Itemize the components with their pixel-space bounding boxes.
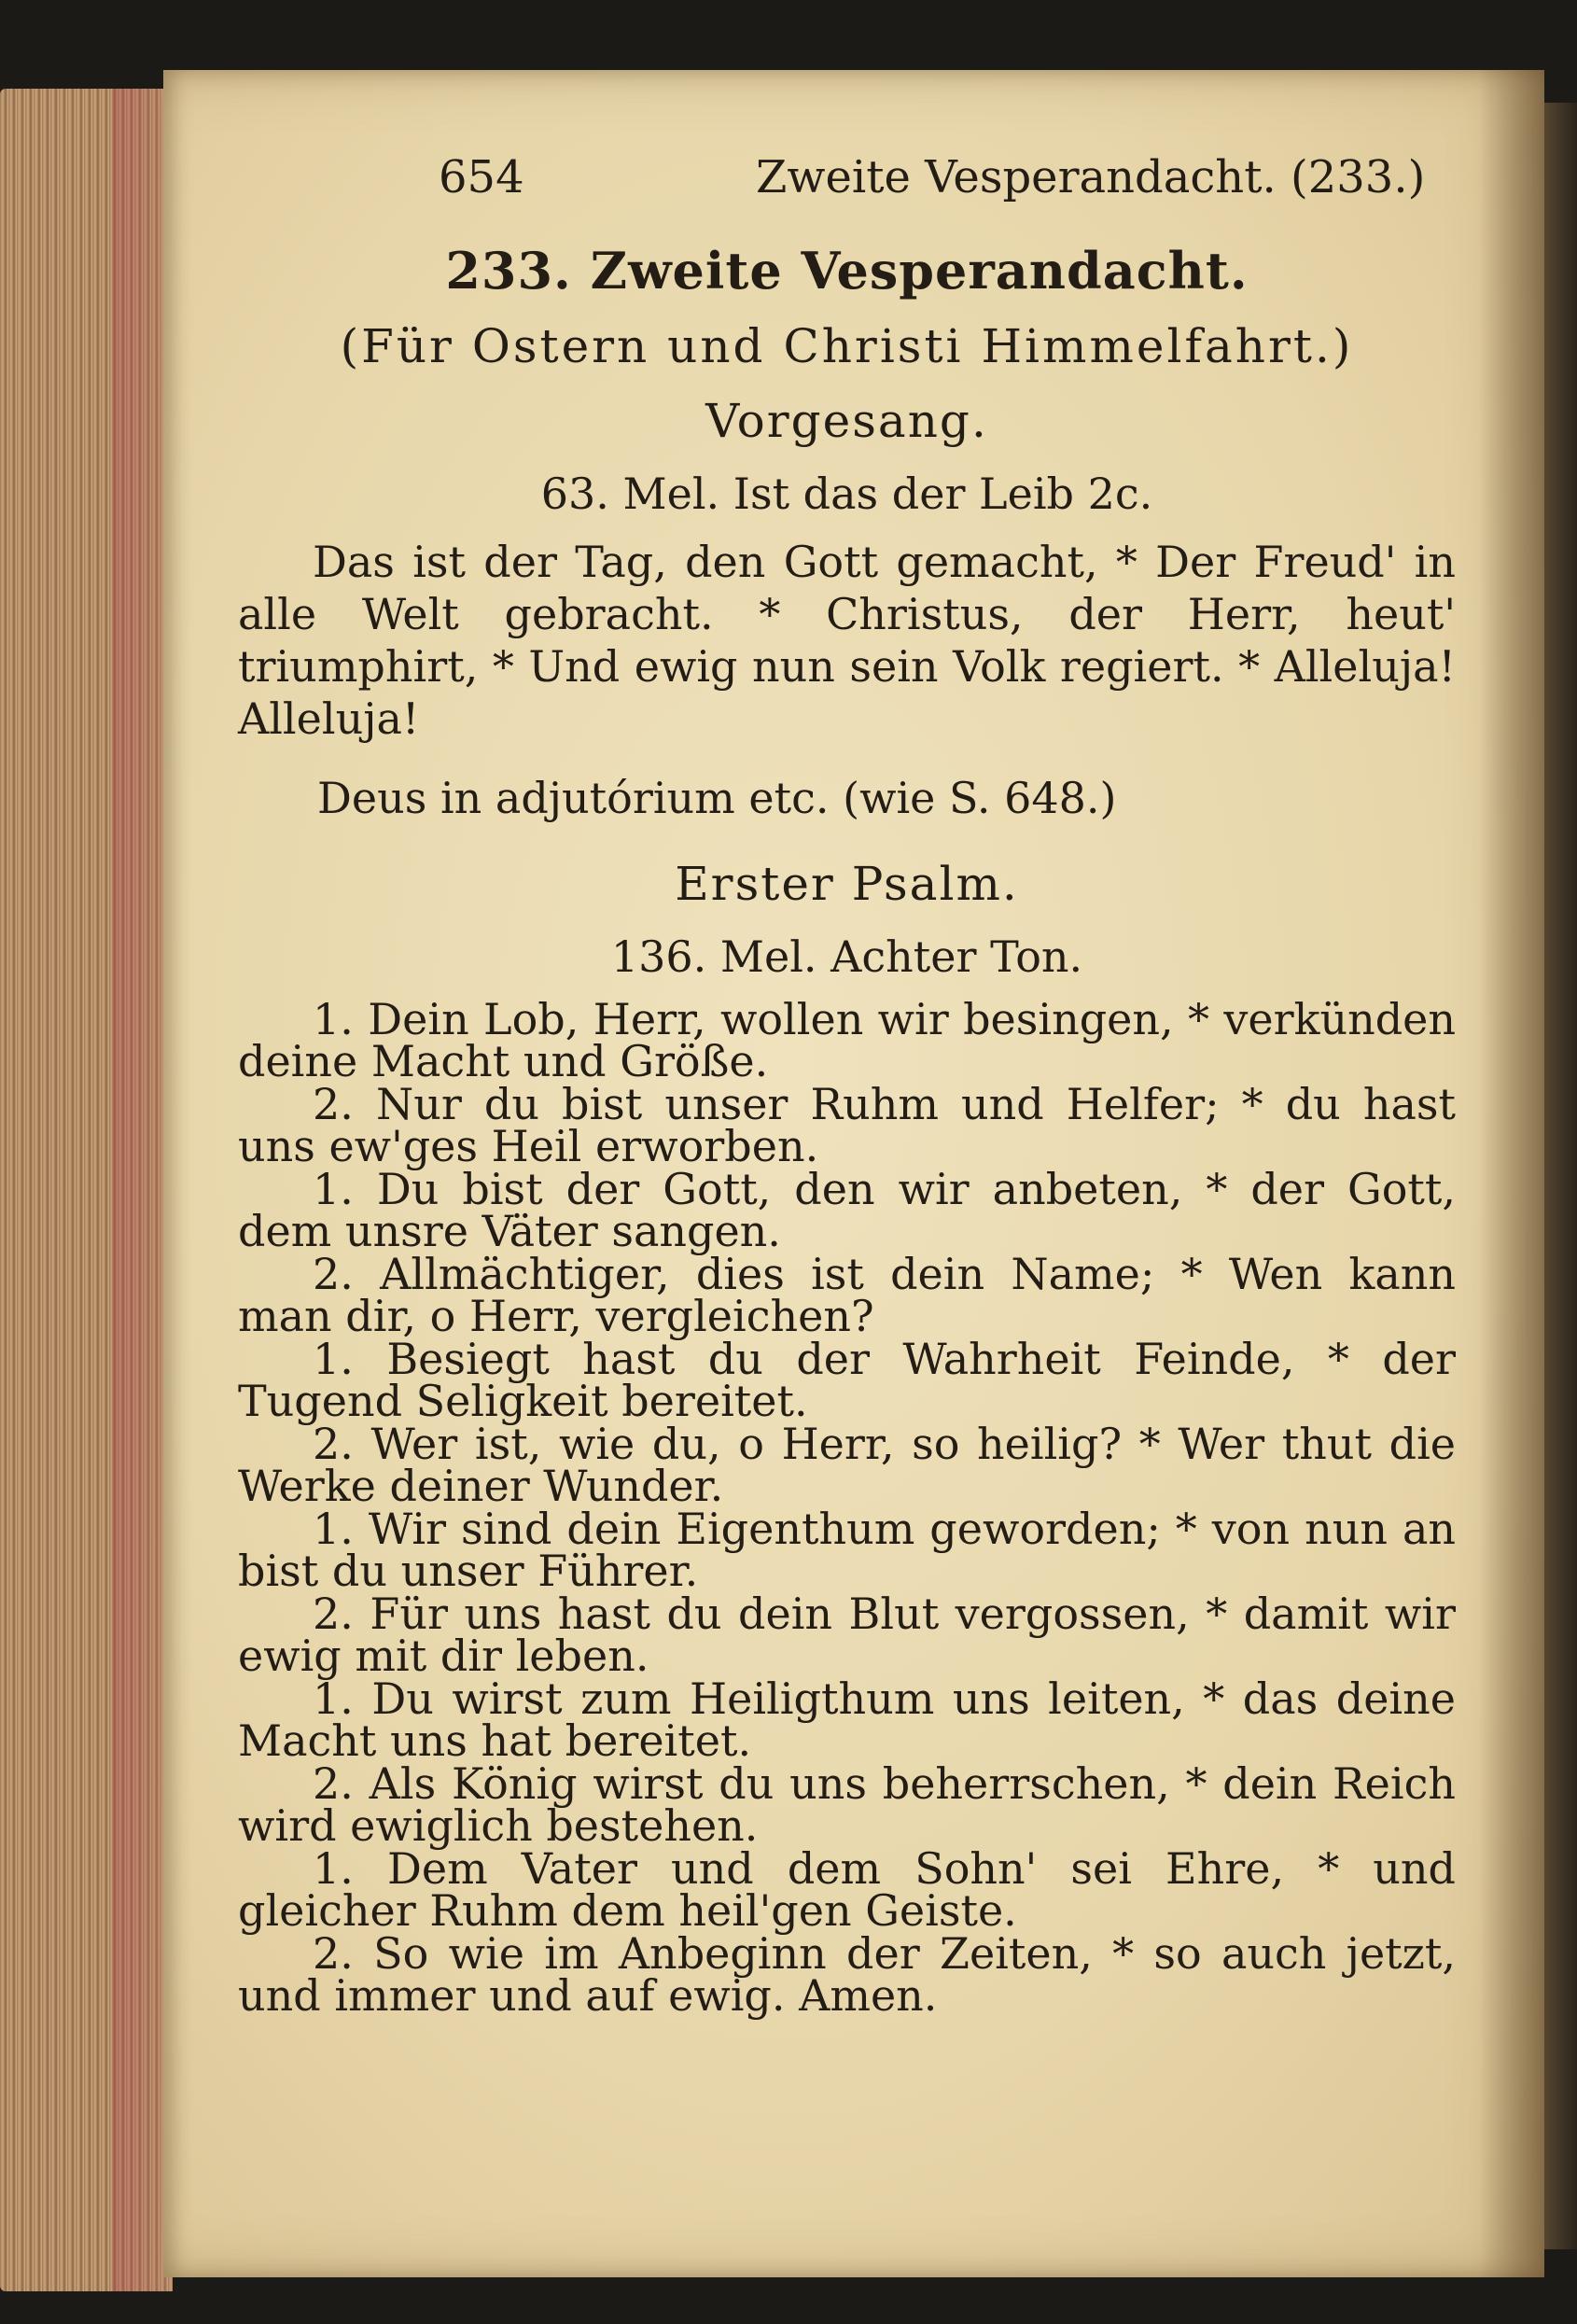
psalm-verse: 2. So wie im Anbeginn der Zeiten, * so auch jetzt, und immer und auf ewig. Amen. [238, 1928, 1456, 2021]
psalm-verse: 1. Dein Lob, Herr, wollen wir besingen, * verkünden deine Macht und Größe. [238, 994, 1456, 1086]
psalm-verse: 1. Dem Vater und dem Sohn' sei Ehre, * und gleicher Ruhm dem heil'gen Geiste. [238, 1843, 1456, 1936]
vorgesang-heading: Vorgesang. [705, 394, 988, 448]
psalm-verse: 1. Du bist der Gott, den wir anbeten, * der Gott, dem unsre Väter sangen. [238, 1164, 1456, 1256]
psalm-verses [238, 994, 1456, 2021]
running-head [238, 140, 1456, 215]
psalm-verse: 2. Allmächtiger, dies ist dein Name; * Wen kann man dir, o Herr, vergleichen? [238, 1249, 1456, 1341]
psalm-verse: 2. Als König wirst du uns beherrschen, * dein Reich wird ewiglich bestehen. [238, 1758, 1456, 1851]
page-text [238, 140, 1456, 2021]
psalm-verse: 2. Wer ist, wie du, o Herr, so heilig? * Wer thut die Werke deiner Wunder. [238, 1419, 1456, 1511]
hymn-text: Das ist der Tag, den Gott gemacht, * Der Freud' in alle Welt gebracht. * Christus, der Herr, heut' triumphirt, * Und ewig nun sein Volk regiert. * Alleluja! Alleluja! [238, 537, 1456, 744]
psalm-verse: 1. Wir sind dein Eigenthum geworden; * von nun an bist du unser Führer. [238, 1504, 1456, 1596]
psalm-verse: 1. Besiegt hast du der Wahrheit Feinde, * der Tugend Seligkeit bereitet. [238, 1334, 1456, 1426]
melody-line-1: 63. Mel. Ist das der Leib 2c. [540, 469, 1153, 519]
section-title: 233. Zweite Vesperandacht. [445, 241, 1249, 301]
melody-line-2: 136. Mel. Achter Ton. [610, 931, 1083, 982]
psalm-verse: 1. Du wirst zum Heiligthum uns leiten, * das deine Macht uns hat bereitet. [238, 1673, 1456, 1766]
psalm-verse: 2. Nur du bist unser Ruhm und Helfer; * du hast uns ew'ges Heil erworben. [238, 1079, 1456, 1171]
section-subtitle: (Für Ostern und Christi Himmelfahrt.) [340, 319, 1354, 373]
deus-line: Deus in adjutórium etc. (wie S. 648.) [317, 773, 1117, 823]
psalm-heading: Erster Psalm. [675, 857, 1019, 911]
facing-page-edge [1540, 103, 1577, 2249]
page-gutter-shadow [1479, 70, 1544, 2277]
psalm-verse: 2. Für uns hast du dein Blut vergossen, * damit wir ewig mit dir leben. [238, 1589, 1456, 1681]
page-number: 654 [439, 151, 524, 203]
running-title: Zweite Vesperandacht. (233.) [756, 151, 1426, 203]
page-edges-left [0, 89, 173, 2291]
